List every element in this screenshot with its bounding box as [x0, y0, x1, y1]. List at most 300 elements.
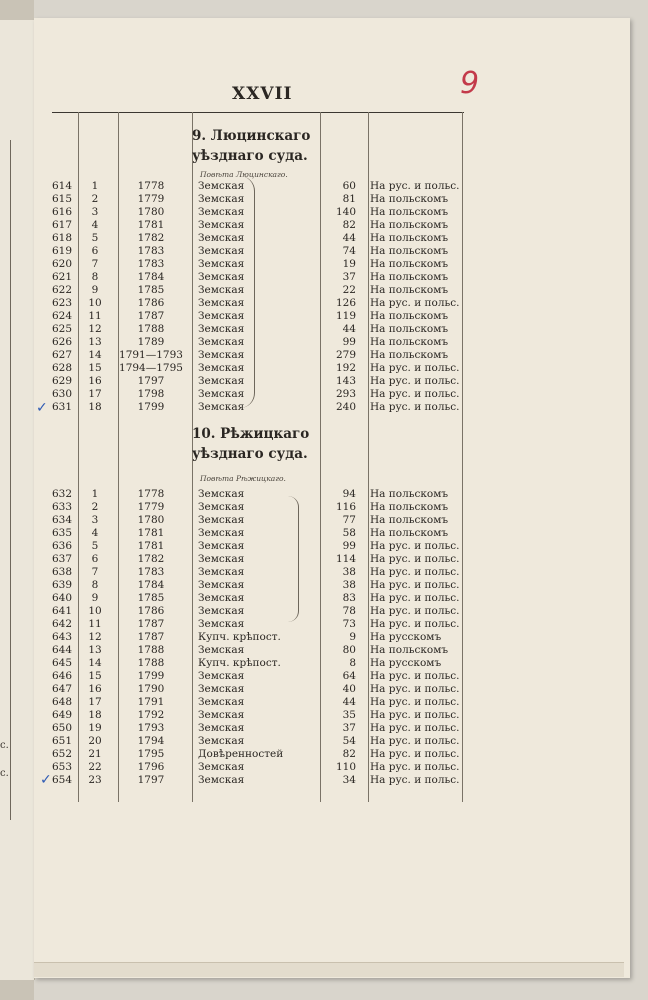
left-margin-fragment: с. [0, 768, 9, 779]
language-cell: На польскомъ [370, 644, 449, 656]
language-cell: На рус. и польс. [370, 579, 460, 591]
item-index-cell: 10 [88, 605, 102, 617]
page-count-cell: 99 [342, 336, 356, 348]
book-type-cell: Земская [198, 336, 245, 348]
year-cell: 1778 [137, 180, 165, 192]
year-cell: 1782 [137, 553, 165, 565]
book-type-cell: Земская [198, 514, 245, 526]
language-cell: На польскомъ [370, 232, 449, 244]
page-count-cell: 8 [349, 657, 356, 669]
year-cell: 1781 [137, 527, 165, 539]
table-row [52, 297, 464, 310]
year-cell: 1784 [137, 271, 165, 283]
page-count-cell: 293 [335, 388, 356, 400]
book-type-cell: Земская [198, 553, 245, 565]
record-number-cell: 644 [52, 644, 73, 656]
table-row [52, 362, 464, 375]
book-type-cell: Земская [198, 362, 245, 374]
year-cell: 1789 [137, 336, 165, 348]
record-number-cell: 620 [52, 258, 73, 270]
page-count-cell: 44 [342, 323, 356, 335]
item-index-cell: 1 [91, 488, 99, 500]
language-cell: На рус. и польс. [370, 388, 460, 400]
page-count-cell: 110 [335, 761, 356, 773]
record-number-cell: 653 [52, 761, 73, 773]
book-type-cell: Земская [198, 566, 245, 578]
page-count-cell: 60 [342, 180, 356, 192]
page-count-cell: 140 [335, 206, 356, 218]
page-count-cell: 37 [342, 722, 356, 734]
book-type-cell: Земская [198, 722, 245, 734]
page-count-cell: 81 [342, 193, 356, 205]
section-title: 10. Рѣжицкаго уѣзднаго суда. [192, 426, 310, 462]
language-cell: На рус. и польс. [370, 774, 460, 786]
item-index-cell: 4 [91, 527, 99, 539]
page-count-cell: 9 [349, 631, 356, 643]
year-cell: 1787 [137, 618, 165, 630]
page-count-cell: 94 [342, 488, 356, 500]
language-cell: На рус. и польс. [370, 553, 460, 565]
book-type-cell: Земская [198, 245, 245, 257]
record-number-cell: 642 [52, 618, 73, 630]
book-type-cell: Земская [198, 670, 245, 682]
year-cell: 1797 [137, 375, 165, 387]
book-type-cell: Земская [198, 375, 245, 387]
page-count-cell: 40 [342, 683, 356, 695]
table-row [52, 748, 464, 761]
page-count-cell: 192 [335, 362, 356, 374]
language-cell: На польскомъ [370, 258, 449, 270]
book-type-cell: Земская [198, 774, 245, 786]
language-cell: На рус. и польс. [370, 761, 460, 773]
language-cell: На рус. и польс. [370, 180, 460, 192]
book-type-cell: Земская [198, 388, 245, 400]
book-type-cell: Земская [198, 180, 245, 192]
item-index-cell: 13 [88, 644, 102, 656]
table-row [52, 735, 464, 748]
item-index-cell: 16 [88, 375, 102, 387]
language-cell: На рус. и польс. [370, 401, 460, 413]
year-cell: 1799 [137, 401, 165, 413]
item-index-cell: 6 [91, 553, 99, 565]
item-index-cell: 15 [88, 362, 102, 374]
table-row [52, 709, 464, 722]
record-number-cell: 637 [52, 553, 73, 565]
language-cell: На рус. и польс. [370, 735, 460, 747]
item-index-cell: 11 [88, 310, 102, 322]
record-number-cell: 626 [52, 336, 73, 348]
item-index-cell: 8 [91, 579, 99, 591]
archive-table [52, 112, 464, 802]
item-index-cell: 13 [88, 336, 102, 348]
item-index-cell: 14 [88, 657, 102, 669]
page-count-cell: 73 [342, 618, 356, 630]
page-count-cell: 114 [335, 553, 356, 565]
table-top-rule [52, 112, 464, 113]
item-index-cell: 14 [88, 349, 102, 361]
page-count-cell: 240 [335, 401, 356, 413]
item-index-cell: 1 [91, 180, 99, 192]
language-cell: На рус. и польс. [370, 709, 460, 721]
record-number-cell: 647 [52, 683, 73, 695]
record-number-cell: 630 [52, 388, 73, 400]
table-row [52, 514, 464, 527]
section-subtitle: Повѣта Рѣжицкаго. [200, 474, 286, 483]
book-type-cell: Земская [198, 761, 245, 773]
record-number-cell: 654 [52, 774, 73, 786]
year-cell: 1783 [137, 258, 165, 270]
table-row [52, 657, 464, 670]
table-row [52, 618, 464, 631]
language-cell: На рус. и польс. [370, 540, 460, 552]
year-cell: 1779 [137, 501, 165, 513]
table-row [52, 631, 464, 644]
table-row [52, 258, 464, 271]
year-cell: 1791 [137, 696, 165, 708]
page-count-cell: 58 [342, 527, 356, 539]
page-bottom-edge [34, 962, 624, 977]
language-cell: На польскомъ [370, 514, 449, 526]
page-count-cell: 143 [335, 375, 356, 387]
table-row [52, 683, 464, 696]
book-type-cell: Земская [198, 284, 245, 296]
table-row [52, 527, 464, 540]
table-row [52, 670, 464, 683]
page-count-cell: 22 [342, 284, 356, 296]
record-number-cell: 636 [52, 540, 73, 552]
page-count-cell: 35 [342, 709, 356, 721]
book-type-cell: Земская [198, 709, 245, 721]
book-type-cell: Земская [198, 735, 245, 747]
year-cell: 1797 [137, 774, 165, 786]
table-row [52, 553, 464, 566]
language-cell: На рус. и польс. [370, 618, 460, 630]
item-index-cell: 3 [91, 514, 99, 526]
language-cell: На польскомъ [370, 245, 449, 257]
left-page-rule [10, 140, 11, 820]
record-number-cell: 643 [52, 631, 73, 643]
page-count-cell: 99 [342, 540, 356, 552]
language-cell: На польскомъ [370, 310, 449, 322]
language-cell: На рус. и польс. [370, 566, 460, 578]
language-cell: На польскомъ [370, 501, 449, 513]
table-row [52, 219, 464, 232]
table-row [52, 488, 464, 501]
book-type-cell: Земская [198, 618, 245, 630]
item-index-cell: 19 [88, 722, 102, 734]
pencil-page-number: 9 [460, 66, 480, 101]
record-number-cell: 651 [52, 735, 73, 747]
record-number-cell: 619 [52, 245, 73, 257]
language-cell: На польскомъ [370, 323, 449, 335]
item-index-cell: 16 [88, 683, 102, 695]
page-count-cell: 44 [342, 232, 356, 244]
table-row [52, 206, 464, 219]
year-cell: 1781 [137, 540, 165, 552]
book-type-cell: Земская [198, 579, 245, 591]
year-cell: 1796 [137, 761, 165, 773]
page-count-cell: 64 [342, 670, 356, 682]
year-cell: 1780 [137, 206, 165, 218]
page-count-cell: 82 [342, 748, 356, 760]
page-count-cell: 119 [335, 310, 356, 322]
year-cell: 1784 [137, 579, 165, 591]
table-row [52, 579, 464, 592]
record-number-cell: 616 [52, 206, 73, 218]
record-number-cell: 617 [52, 219, 73, 231]
record-number-cell: 649 [52, 709, 73, 721]
record-number-cell: 634 [52, 514, 73, 526]
table-row [52, 349, 464, 362]
record-number-cell: 650 [52, 722, 73, 734]
book-type-cell: Земская [198, 206, 245, 218]
record-number-cell: 633 [52, 501, 73, 513]
language-cell: На польскомъ [370, 488, 449, 500]
item-index-cell: 6 [91, 245, 99, 257]
table-row [52, 193, 464, 206]
year-cell: 1788 [137, 323, 165, 335]
record-number-cell: 631 [52, 401, 73, 413]
year-cell: 1778 [137, 488, 165, 500]
book-type-cell: Земская [198, 232, 245, 244]
year-cell: 1792 [137, 709, 165, 721]
page-count-cell: 82 [342, 219, 356, 231]
page-count-cell: 38 [342, 566, 356, 578]
book-type-cell: Земская [198, 488, 245, 500]
language-cell: На рус. и польс. [370, 748, 460, 760]
language-cell: На польскомъ [370, 336, 449, 348]
table-row [52, 232, 464, 245]
language-cell: На польскомъ [370, 271, 449, 283]
record-number-cell: 639 [52, 579, 73, 591]
item-index-cell: 23 [88, 774, 102, 786]
record-number-cell: 638 [52, 566, 73, 578]
item-index-cell: 15 [88, 670, 102, 682]
item-index-cell: 5 [91, 232, 99, 244]
item-index-cell: 17 [88, 388, 102, 400]
language-cell: На польскомъ [370, 527, 449, 539]
year-cell: 1781 [137, 219, 165, 231]
record-number-cell: 621 [52, 271, 73, 283]
record-number-cell: 646 [52, 670, 73, 682]
record-number-cell: 624 [52, 310, 73, 322]
page-count-cell: 83 [342, 592, 356, 604]
page-count-cell: 44 [342, 696, 356, 708]
section-title: 9. Люцинскаго уѣзднаго суда. [192, 128, 311, 164]
pencil-brace-mark [288, 496, 299, 622]
page-count-cell: 126 [335, 297, 356, 309]
book-type-cell: Земская [198, 696, 245, 708]
table-row [52, 540, 464, 553]
book-type-cell: Земская [198, 258, 245, 270]
year-cell: 1783 [137, 245, 165, 257]
language-cell: На рус. и польс. [370, 592, 460, 604]
table-row [52, 605, 464, 618]
item-index-cell: 12 [88, 323, 102, 335]
page-count-cell: 38 [342, 579, 356, 591]
table-row [52, 388, 464, 401]
book-type-cell: Земская [198, 193, 245, 205]
record-number-cell: 652 [52, 748, 73, 760]
language-cell: На русскомъ [370, 657, 442, 669]
language-cell: На рус. и польс. [370, 297, 460, 309]
record-number-cell: 648 [52, 696, 73, 708]
table-row [52, 696, 464, 709]
page-count-cell: 19 [342, 258, 356, 270]
record-number-cell: 627 [52, 349, 73, 361]
year-cell: 1788 [137, 644, 165, 656]
page-count-cell: 80 [342, 644, 356, 656]
item-index-cell: 12 [88, 631, 102, 643]
year-cell: 1785 [137, 592, 165, 604]
book-type-cell: Земская [198, 540, 245, 552]
item-index-cell: 7 [91, 258, 99, 270]
book-type-cell: Земская [198, 310, 245, 322]
book-type-cell: Купч. крѣпост. [198, 631, 281, 643]
book-type-cell: Земская [198, 297, 245, 309]
year-cell: 1779 [137, 193, 165, 205]
item-index-cell: 22 [88, 761, 102, 773]
table-row [52, 271, 464, 284]
table-row [52, 401, 464, 414]
record-number-cell: 615 [52, 193, 73, 205]
table-row [52, 501, 464, 514]
year-cell: 1782 [137, 232, 165, 244]
record-number-cell: 622 [52, 284, 73, 296]
year-cell: 1793 [137, 722, 165, 734]
year-cell: 1795 [137, 748, 165, 760]
table-row [52, 336, 464, 349]
table-row [52, 310, 464, 323]
book-type-cell: Купч. крѣпост. [198, 657, 281, 669]
table-row [52, 245, 464, 258]
book-type-cell: Земская [198, 592, 245, 604]
year-cell: 1783 [137, 566, 165, 578]
book-type-cell: Земская [198, 644, 245, 656]
page-count-cell: 54 [342, 735, 356, 747]
table-row [52, 323, 464, 336]
blue-check-mark-icon: ✓ [36, 400, 48, 416]
language-cell: На рус. и польс. [370, 683, 460, 695]
record-number-cell: 632 [52, 488, 73, 500]
language-cell: На рус. и польс. [370, 670, 460, 682]
item-index-cell: 2 [91, 501, 99, 513]
year-cell: 1788 [137, 657, 165, 669]
book-type-cell: Земская [198, 349, 245, 361]
language-cell: На польскомъ [370, 219, 449, 231]
language-cell: На польскомъ [370, 193, 449, 205]
table-row [52, 722, 464, 735]
book-type-cell: Земская [198, 527, 245, 539]
year-cell: 1786 [137, 297, 165, 309]
book-type-cell: Земская [198, 683, 245, 695]
record-number-cell: 625 [52, 323, 73, 335]
year-cell: 1785 [137, 284, 165, 296]
left-page-edge [0, 20, 35, 980]
item-index-cell: 5 [91, 540, 99, 552]
record-number-cell: 618 [52, 232, 73, 244]
page-count-cell: 34 [342, 774, 356, 786]
table-row [52, 761, 464, 774]
page-count-cell: 279 [335, 349, 356, 361]
book-type-cell: Земская [198, 605, 245, 617]
record-number-cell: 635 [52, 527, 73, 539]
item-index-cell: 8 [91, 271, 99, 283]
table-row [52, 284, 464, 297]
item-index-cell: 2 [91, 193, 99, 205]
item-index-cell: 18 [88, 709, 102, 721]
language-cell: На рус. и польс. [370, 722, 460, 734]
item-index-cell: 21 [88, 748, 102, 760]
item-index-cell: 17 [88, 696, 102, 708]
record-number-cell: 629 [52, 375, 73, 387]
item-index-cell: 18 [88, 401, 102, 413]
blue-check-mark-icon: ✓ [40, 772, 52, 788]
language-cell: На рус. и польс. [370, 696, 460, 708]
language-cell: На польскомъ [370, 206, 449, 218]
language-cell: На польскомъ [370, 349, 449, 361]
book-type-cell: Земская [198, 271, 245, 283]
language-cell: На рус. и польс. [370, 605, 460, 617]
item-index-cell: 10 [88, 297, 102, 309]
record-number-cell: 614 [52, 180, 73, 192]
year-cell: 1787 [137, 631, 165, 643]
book-type-cell: Земская [198, 323, 245, 335]
year-cell: 1794 [137, 735, 165, 747]
language-cell: На рус. и польс. [370, 375, 460, 387]
year-cell: 1794—1795 [119, 362, 183, 374]
page-count-cell: 74 [342, 245, 356, 257]
year-cell: 1791—1793 [119, 349, 183, 361]
table-row [52, 592, 464, 605]
table-row [52, 566, 464, 579]
item-index-cell: 11 [88, 618, 102, 630]
book-type-cell: Земская [198, 219, 245, 231]
table-row [52, 180, 464, 193]
record-number-cell: 628 [52, 362, 73, 374]
item-index-cell: 7 [91, 566, 99, 578]
table-row [52, 644, 464, 657]
page-header-roman-numeral: XXVII [232, 84, 293, 104]
record-number-cell: 641 [52, 605, 73, 617]
left-margin-fragment: с. [0, 740, 9, 751]
language-cell: На рус. и польс. [370, 362, 460, 374]
item-index-cell: 20 [88, 735, 102, 747]
year-cell: 1780 [137, 514, 165, 526]
book-type-cell: Довѣренностей [198, 748, 284, 760]
book-type-cell: Земская [198, 501, 245, 513]
record-number-cell: 623 [52, 297, 73, 309]
page-count-cell: 78 [342, 605, 356, 617]
language-cell: На русскомъ [370, 631, 442, 643]
table-row [52, 375, 464, 388]
section-subtitle: Повѣта Люцинскаго. [200, 170, 288, 179]
item-index-cell: 9 [91, 284, 99, 296]
page-count-cell: 37 [342, 271, 356, 283]
item-index-cell: 3 [91, 206, 99, 218]
year-cell: 1786 [137, 605, 165, 617]
language-cell: На польскомъ [370, 284, 449, 296]
item-index-cell: 4 [91, 219, 99, 231]
page-count-cell: 116 [335, 501, 356, 513]
item-index-cell: 9 [91, 592, 99, 604]
year-cell: 1799 [137, 670, 165, 682]
pencil-brace-mark [240, 176, 255, 408]
table-row [52, 774, 464, 787]
record-number-cell: 640 [52, 592, 73, 604]
year-cell: 1787 [137, 310, 165, 322]
year-cell: 1798 [137, 388, 165, 400]
